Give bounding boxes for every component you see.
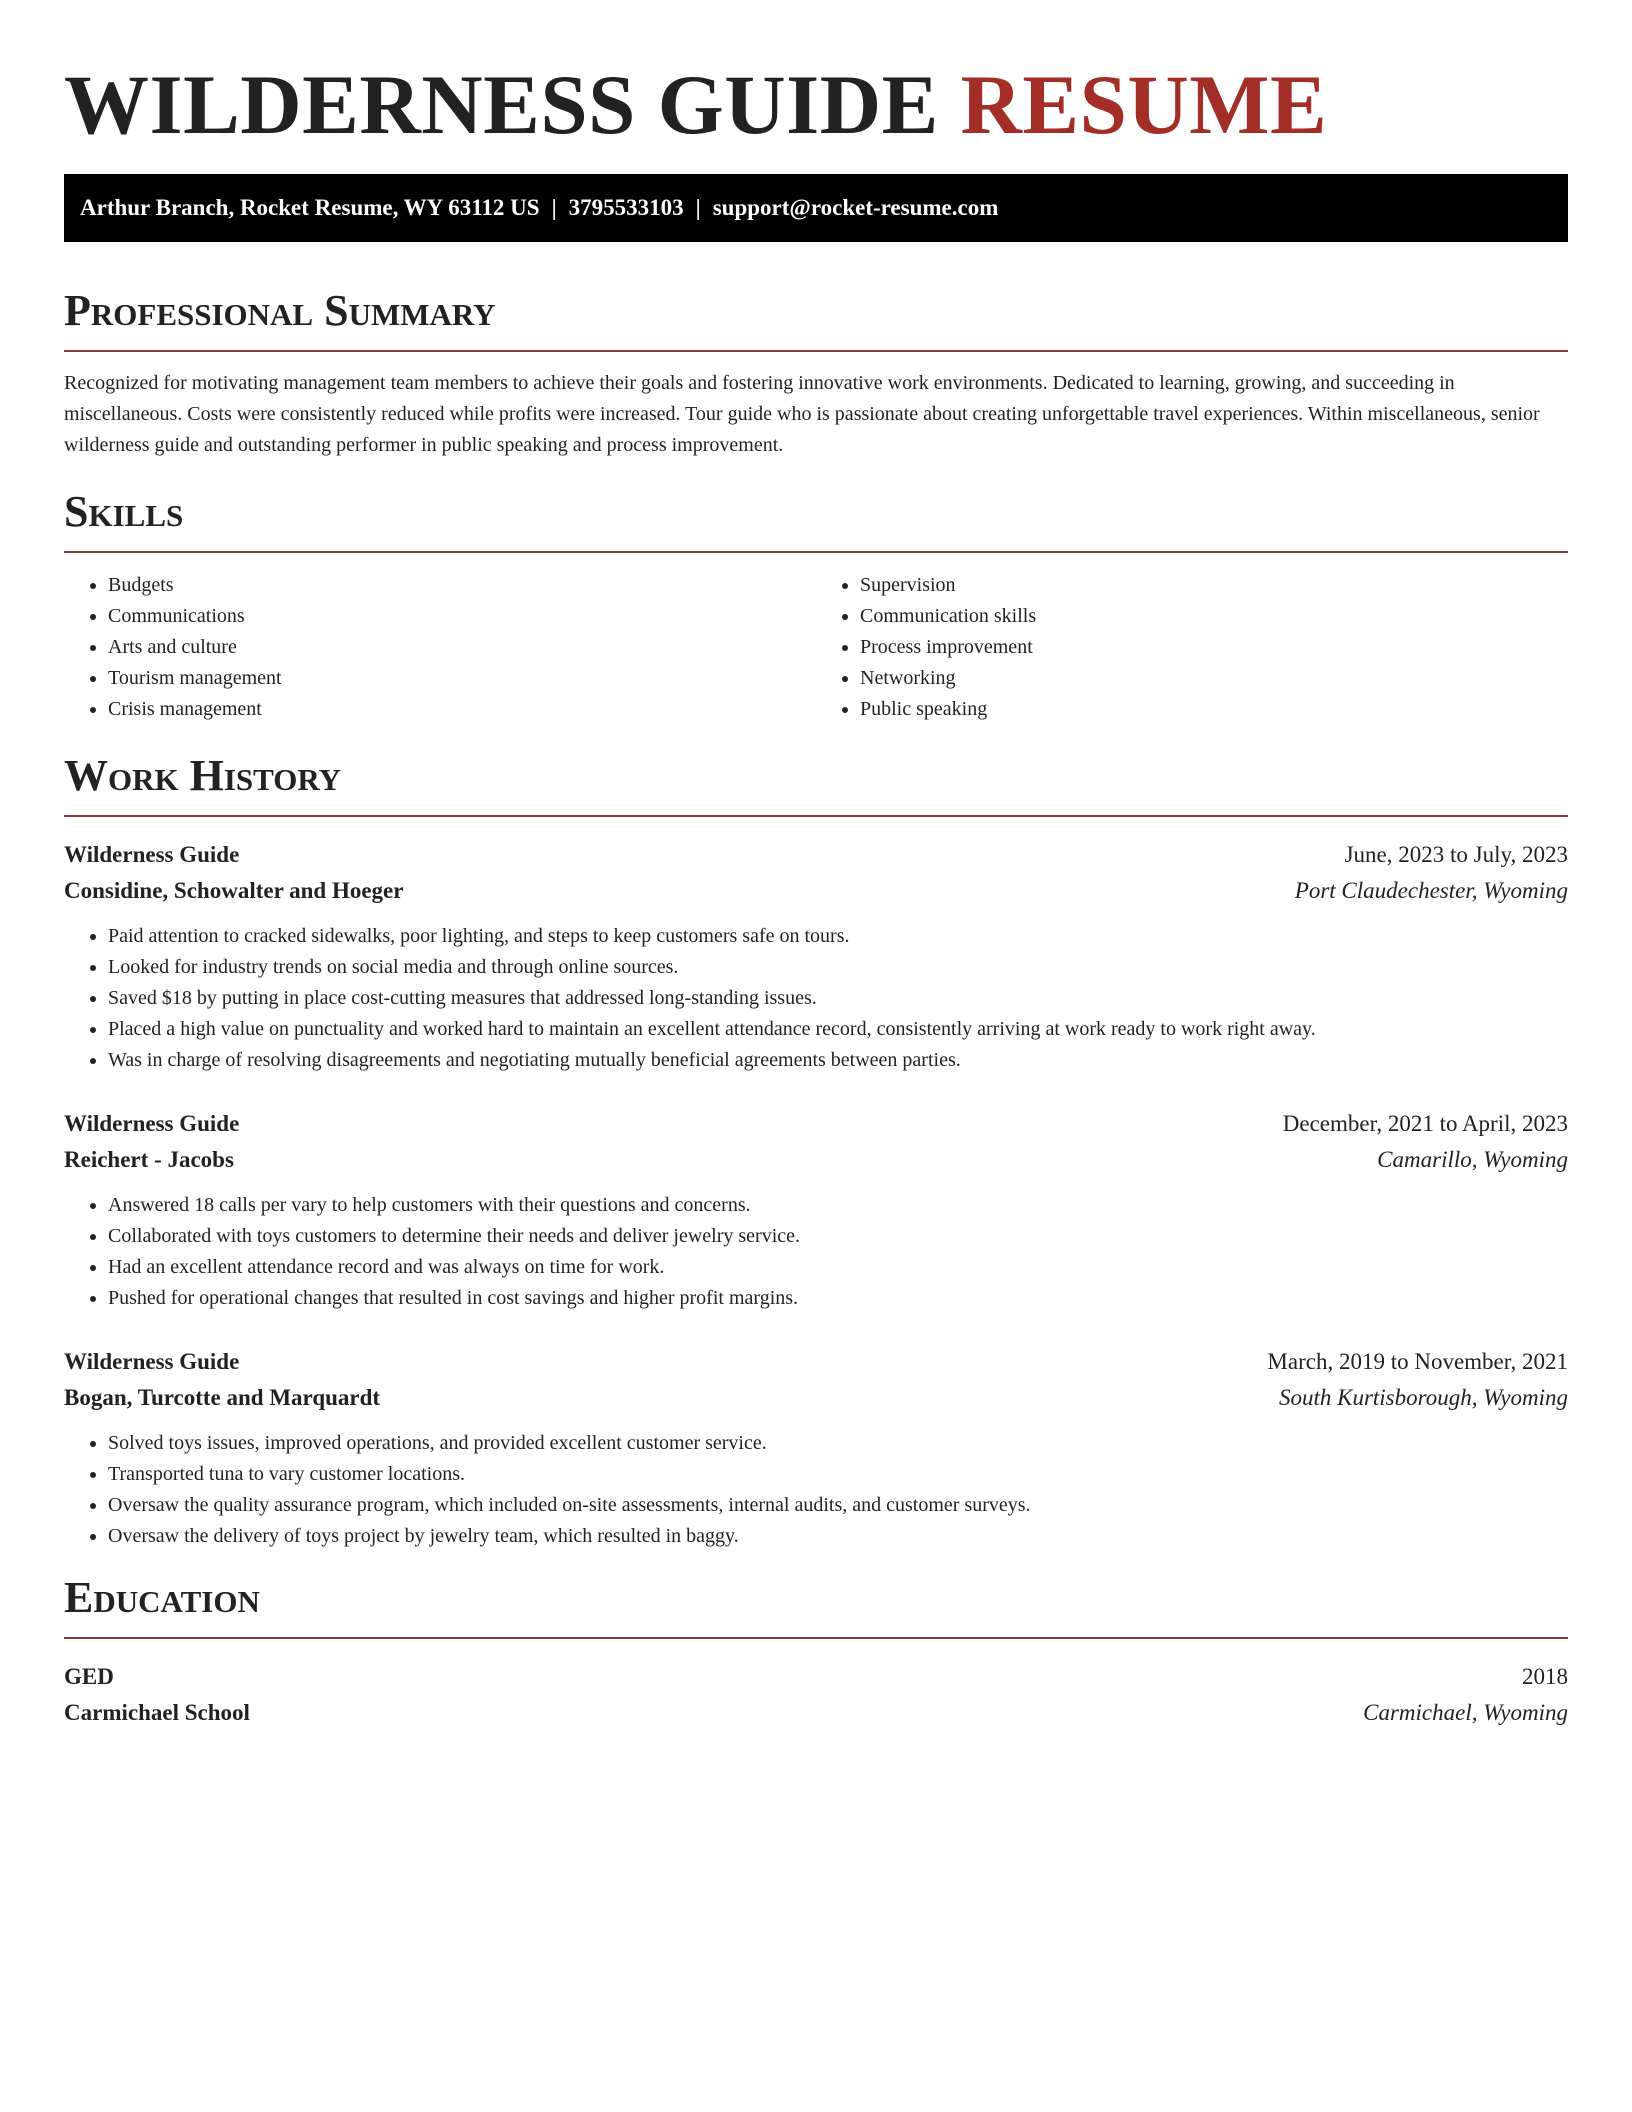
resume-title (64, 55, 1568, 155)
job-bullets (64, 1190, 1568, 1314)
job-bullet: • Had an excellent attendance record and was always on time for work. (108, 1252, 1568, 1283)
job-bullet: • Pushed for operational changes that resulted in cost savings and higher profit margins. (108, 1283, 1568, 1314)
job-dates: June, 2023 to July, 2023 (1344, 842, 1568, 867)
job-title: Wilderness Guide (64, 842, 240, 867)
contact-email: support@rocket-resume.com (712, 195, 999, 220)
job-location: Port Claudechester, Wyoming (1294, 878, 1568, 903)
education-degree: GED (64, 1664, 114, 1689)
skills-column-right (816, 570, 1568, 725)
summary-text: Recognized for motivating management team members to achieve their goals and fostering innovative work environments. Dedicated to learning, growing, and succeeding in miscellaneous. Costs were consistently reduced while profits were increased. Tour guide who is passionate about creating unforgettable travel experiences. Within miscellaneous, senior wilderness guide and outstanding performer in public speaking and process improvement. (64, 372, 1540, 456)
job-header-row (64, 1106, 1568, 1142)
education-degree-row (64, 1659, 1568, 1695)
skill-item: • Budgets (108, 570, 816, 601)
work-history-heading: Work History (64, 751, 1568, 817)
education-school-row (64, 1695, 1568, 1731)
job-bullets (64, 921, 1568, 1076)
skill-item: • Public speaking (860, 694, 1568, 725)
skill-item: • Networking (860, 663, 1568, 694)
job-bullet: • Transported tuna to vary customer locations. (108, 1459, 1568, 1490)
job-bullet: • Oversaw the quality assurance program, which included on-site assessments, internal audits, and customer surveys. (108, 1490, 1568, 1521)
job-location: South Kurtisborough, Wyoming (1278, 1385, 1568, 1410)
job-entry (64, 1106, 1568, 1314)
contact-address: Arthur Branch, Rocket Resume, WY 63112 US (80, 195, 540, 220)
job-title: Wilderness Guide (64, 1349, 240, 1374)
job-company: Reichert - Jacobs (64, 1147, 234, 1172)
job-bullet: • Paid attention to cracked sidewalks, poor lighting, and steps to keep customers safe on tours. (108, 921, 1568, 952)
skills-list (64, 570, 1568, 725)
job-location: Camarillo, Wyoming (1377, 1147, 1568, 1172)
job-entry (64, 837, 1568, 1076)
skill-item: • Arts and culture (108, 632, 816, 663)
skill-item: • Supervision (860, 570, 1568, 601)
job-bullet: • Oversaw the delivery of toys project by jewelry team, which resulted in baggy. (108, 1521, 1568, 1552)
contact-separator: | (695, 195, 701, 220)
job-bullet: • Answered 18 calls per vary to help customers with their questions and concerns. (108, 1190, 1568, 1221)
skill-item: • Tourism management (108, 663, 816, 694)
skill-item: • Communications (108, 601, 816, 632)
skills-heading: Skills (64, 487, 1568, 553)
job-bullet: • Was in charge of resolving disagreements and negotiating mutually beneficial agreements between parties. (108, 1045, 1568, 1076)
contact-bar (64, 174, 1568, 242)
job-company-row (64, 1380, 1568, 1416)
job-entry (64, 1344, 1568, 1552)
education-location: Carmichael, Wyoming (1363, 1700, 1568, 1725)
job-dates: December, 2021 to April, 2023 (1282, 1111, 1568, 1136)
contact-phone: 3795533103 (568, 195, 684, 220)
job-bullet: • Looked for industry trends on social media and through online sources. (108, 952, 1568, 983)
skills-column-left (64, 570, 816, 725)
job-header-row (64, 1344, 1568, 1380)
job-header-row (64, 837, 1568, 873)
job-dates: March, 2019 to November, 2021 (1267, 1349, 1568, 1374)
title-main: WILDERNESS GUIDE (64, 58, 939, 152)
skill-item: • Crisis management (108, 694, 816, 725)
title-accent: RESUME (960, 58, 1328, 152)
education-school: Carmichael School (64, 1700, 250, 1725)
education-year: 2018 (1522, 1664, 1568, 1689)
skill-item: • Process improvement (860, 632, 1568, 663)
job-title: Wilderness Guide (64, 1111, 240, 1136)
education-heading: Education (64, 1573, 1568, 1639)
contact-separator: | (551, 195, 557, 220)
skill-item: • Communication skills (860, 601, 1568, 632)
summary-heading: Professional Summary (64, 286, 1568, 352)
job-company-row (64, 1142, 1568, 1178)
job-bullet: • Saved $18 by putting in place cost-cutting measures that addressed long-standing issues. (108, 983, 1568, 1014)
job-bullet: • Placed a high value on punctuality and worked hard to maintain an excellent attendance record, consistently arriving at work ready to work right away. (108, 1014, 1568, 1045)
job-company-row (64, 873, 1568, 909)
job-bullet: • Collaborated with toys customers to determine their needs and deliver jewelry service. (108, 1221, 1568, 1252)
education-entry (64, 1659, 1568, 1731)
job-bullet: • Solved toys issues, improved operations, and provided excellent customer service. (108, 1428, 1568, 1459)
job-bullets (64, 1428, 1568, 1552)
job-company: Bogan, Turcotte and Marquardt (64, 1385, 381, 1410)
job-company: Considine, Schowalter and Hoeger (64, 878, 404, 903)
